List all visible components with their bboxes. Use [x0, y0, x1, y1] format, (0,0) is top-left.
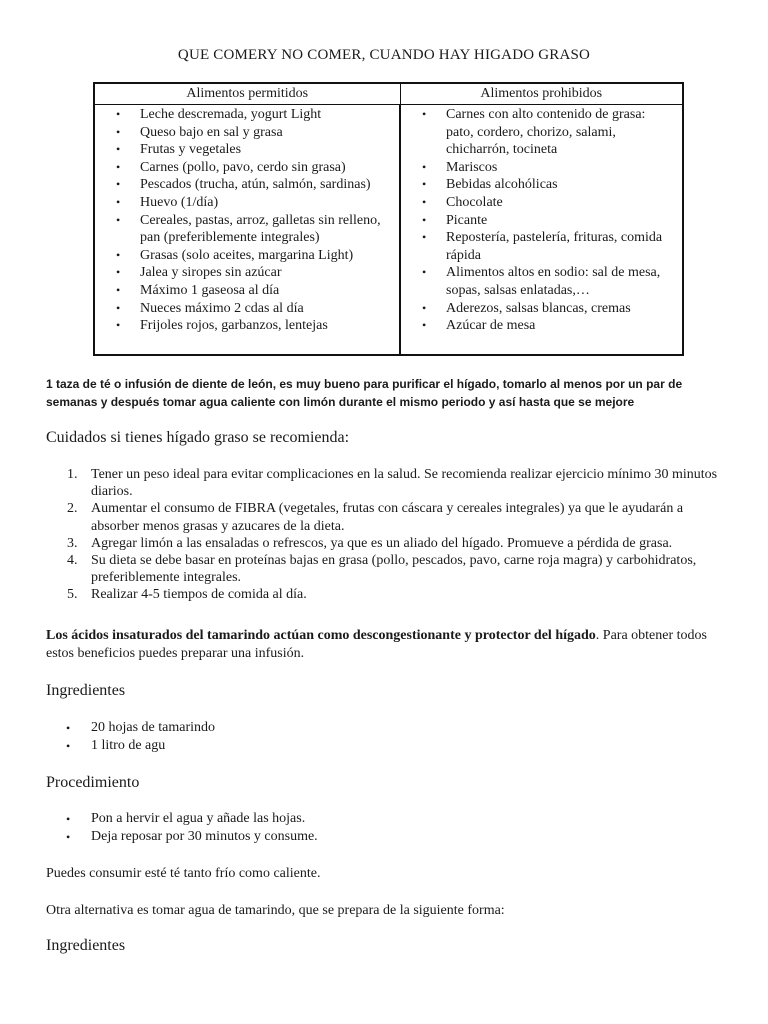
ingredientes-list [46, 719, 726, 755]
header-permitidos: Alimentos permitidos [94, 83, 400, 105]
cuidados-heading: Cuidados si tienes hígado graso se recomienda: [46, 429, 350, 446]
list-item: 5. Realizar 4-5 tiempos de comida al día. [67, 587, 307, 603]
prohibidos-list [401, 105, 682, 335]
list-item: • Frutas y vegetales [95, 141, 399, 159]
tamarindo-rest: . Para obtener todos estos beneficios puedes preparar una infusión. [46, 628, 707, 661]
list-item: 3. Agregar limón a las ensaladas o refrescos, ya que es un aliado del hígado. Promueve a pérdida de grasa. [67, 535, 673, 551]
list-item: • Leche descremada, yogurt Light [95, 106, 399, 124]
list-item: • Carnes con alto contenido de grasa: pato, cordero, chorizo, salami, chicharrón, tocineta [401, 106, 682, 159]
list-item: • Aderezos, salsas blancas, cremas [401, 300, 682, 318]
list-item: • Bebidas alcohólicas [401, 176, 682, 194]
document-title: QUE COMERY NO COMER, CUANDO HAY HIGADO GRASO [177, 47, 591, 63]
list-item: • Azúcar de mesa [401, 317, 682, 335]
list-item: • Carnes (pollo, pavo, cerdo sin grasa) [95, 159, 399, 177]
foods-table [93, 82, 684, 356]
list-item: • Pescados (trucha, atún, salmón, sardinas) [95, 176, 399, 194]
list-item: • Huevo (1/día) [95, 194, 399, 212]
list-item: • Queso bajo en sal y grasa [95, 124, 399, 142]
ingredientes-heading: Ingredientes [46, 682, 126, 699]
list-item: • Cereales, pastas, arroz, galletas sin relleno, pan (preferiblemente integrales) [95, 212, 399, 247]
list-item: • Deja reposar por 30 minutos y consume. [46, 828, 726, 846]
tamarindo-bold: Los ácidos insaturados del tamarindo actúan como descongestionante y protector del hígado [46, 628, 596, 643]
alternativa-note: Otra alternativa es tomar agua de tamarindo, que se prepara de la siguiente forma: [46, 903, 505, 918]
list-item: 4. Su dieta se debe basar en proteínas bajas en grasa (pollo, pescados, pavo, carne roja magra) y carbohidratos, preferiblemente integrales. [67, 553, 697, 586]
tamarindo-paragraph [46, 627, 736, 662]
list-item: • 20 hojas de tamarindo [46, 719, 726, 737]
header-prohibidos: Alimentos prohibidos [400, 83, 683, 105]
list-item: 1. Tener un peso ideal para evitar complicaciones en la salud. Se recomienda realizar ejercicio mínimo 30 minutos diarios. [67, 467, 718, 500]
cuidados-list [46, 466, 726, 604]
consumir-note: Puedes consumir esté té tanto frío como caliente. [46, 866, 321, 881]
list-item: • 1 litro de agu [46, 737, 726, 755]
list-item: • Nueces máximo 2 cdas al día [95, 300, 399, 318]
list-item: 2. Aumentar el consumo de FIBRA (vegetales, frutas con cáscara y cereales integrales) ya que le ayudarán a absorber menos grasas y azucares de la dieta. [67, 501, 684, 534]
list-item: • Grasas (solo aceites, margarina Light) [95, 247, 399, 265]
list-item: • Mariscos [401, 159, 682, 177]
procedimiento-list [46, 810, 726, 846]
list-item: • Picante [401, 212, 682, 230]
list-item: • Máximo 1 gaseosa al día [95, 282, 399, 300]
list-item: • Frijoles rojos, garbanzos, lentejas [95, 317, 399, 335]
permitidos-list [95, 105, 399, 335]
ingredientes-heading-2: Ingredientes [46, 937, 126, 954]
list-item: • Alimentos altos en sodio: sal de mesa, sopas, salsas enlatadas,… [401, 264, 682, 299]
prohibidos-cell [400, 105, 683, 356]
procedimiento-heading: Procedimiento [46, 774, 140, 791]
permitidos-cell [94, 105, 400, 356]
list-item: • Pon a hervir el agua y añade las hojas. [46, 810, 726, 828]
list-item: • Repostería, pastelería, frituras, comida rápida [401, 229, 682, 264]
tea-note: 1 taza de té o infusión de diente de león, es muy bueno para purificar el hígado, tomarlo al menos por un par de semanas y después tomar agua caliente con limón durante el mismo periodo y así hasta que se mejore [46, 377, 683, 409]
list-item: • Chocolate [401, 194, 682, 212]
list-item: • Jalea y siropes sin azúcar [95, 264, 399, 282]
